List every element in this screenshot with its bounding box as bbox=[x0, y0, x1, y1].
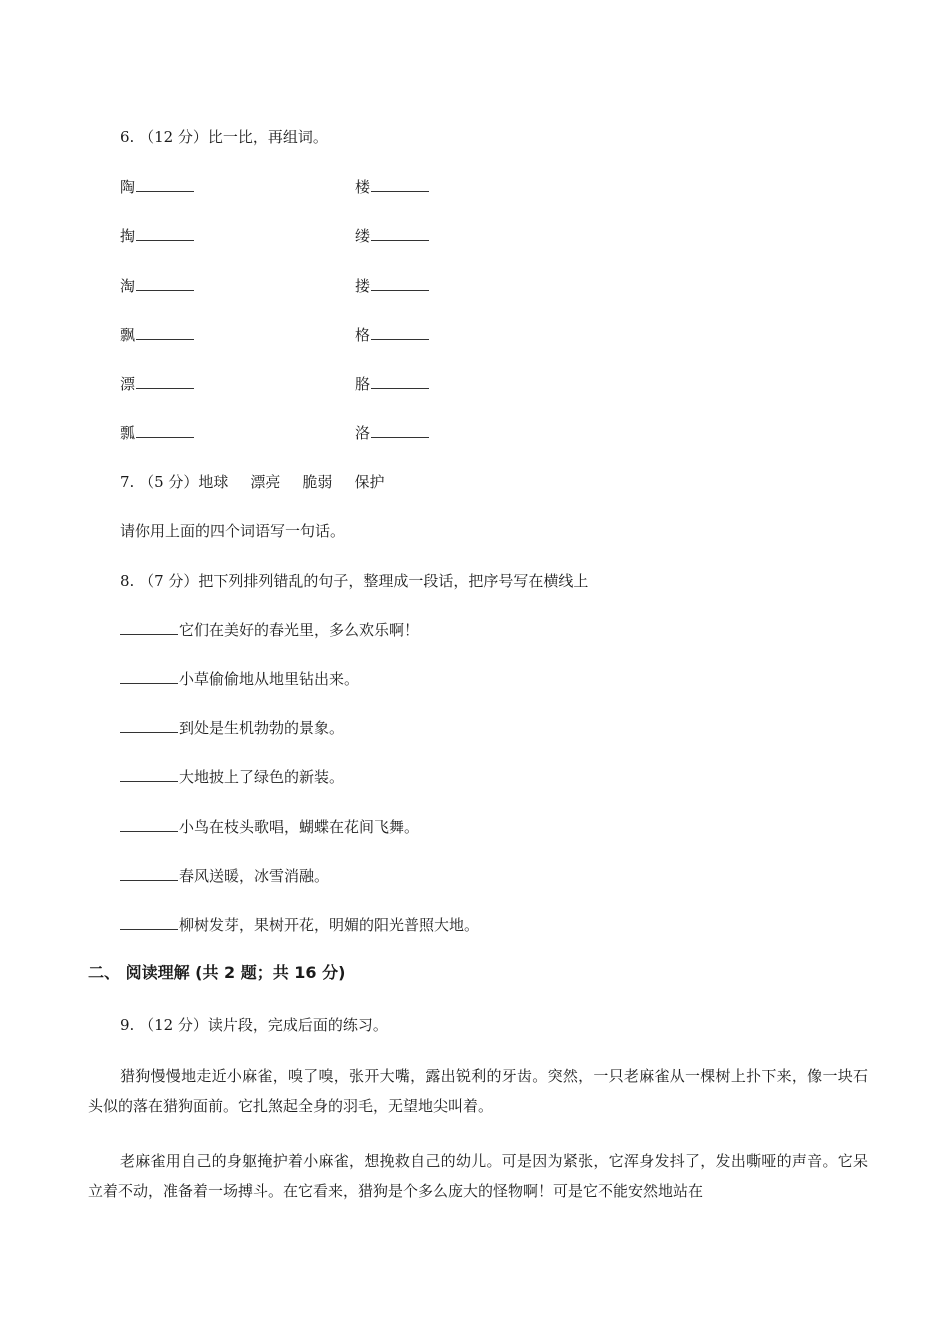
reading-paragraph: 猎狗慢慢地走近小麻雀，嗅了嗅，张开大嘴，露出锐利的牙齿。突然，一只老麻雀从一棵树上扑下来，像一块石头似的落在猎狗面前。它扎煞起全身的羽毛，无望地尖叫着。 bbox=[88, 1067, 868, 1115]
q8-item bbox=[120, 767, 344, 787]
q6-char: 缕 bbox=[355, 227, 371, 245]
q8-item-text: 到处是生机勃勃的景象。 bbox=[179, 719, 345, 737]
answer-blank[interactable] bbox=[136, 226, 194, 241]
q6-right-item bbox=[355, 374, 429, 394]
q8-item-text: 春风送暖，冰雪消融。 bbox=[179, 867, 330, 885]
answer-blank[interactable] bbox=[120, 866, 178, 881]
q8-item-text: 大地披上了绿色的新装。 bbox=[179, 768, 345, 786]
reading-paragraph: 老麻雀用自己的身躯掩护着小麻雀，想挽救自己的幼儿。可是因为紧张，它浑身发抖了，发出嘶哑的声音。它呆立着不动，准备着一场搏斗。在它看来，猎狗是个多么庞大的怪物啊！可是它不能安然地站在 bbox=[88, 1152, 868, 1200]
q8-item bbox=[120, 866, 329, 886]
q8-item bbox=[120, 915, 479, 935]
question-8-title: 8. （7 分）把下列排列错乱的句子，整理成一段话，把序号写在横线上 bbox=[120, 572, 589, 590]
q6-char: 洛 bbox=[355, 424, 371, 442]
answer-blank[interactable] bbox=[120, 718, 178, 733]
q6-char: 漂 bbox=[120, 375, 136, 393]
q7-word: 保护 bbox=[354, 473, 385, 491]
q6-char: 淘 bbox=[120, 277, 136, 295]
answer-blank[interactable] bbox=[371, 423, 429, 438]
q6-right-item bbox=[355, 276, 429, 296]
q6-char: 胳 bbox=[355, 375, 371, 393]
answer-blank[interactable] bbox=[120, 669, 178, 684]
q8-item bbox=[120, 817, 419, 837]
section-heading: 二、 阅读理解 (共 2 题；共 16 分) bbox=[88, 963, 346, 982]
q6-left-item bbox=[120, 325, 194, 345]
q6-right-item bbox=[355, 423, 429, 443]
answer-blank[interactable] bbox=[136, 177, 194, 192]
answer-blank[interactable] bbox=[371, 177, 429, 192]
q8-item-text: 它们在美好的春光里，多么欢乐啊！ bbox=[179, 621, 420, 639]
q6-right-item bbox=[355, 177, 429, 197]
q7-instruction: 请你用上面的四个词语写一句话。 bbox=[120, 522, 346, 540]
answer-blank[interactable] bbox=[120, 817, 178, 832]
q6-char: 楼 bbox=[355, 178, 371, 196]
q6-char: 瓢 bbox=[120, 424, 136, 442]
q8-item-text: 柳树发芽，果树开花，明媚的阳光普照大地。 bbox=[179, 916, 480, 934]
q6-left-item bbox=[120, 226, 194, 246]
q7-word: 漂亮 bbox=[250, 473, 281, 491]
q6-char: 陶 bbox=[120, 178, 136, 196]
q8-item-text: 小鸟在枝头歌唱，蝴蝶在花间飞舞。 bbox=[179, 818, 420, 836]
q7-title-text: 7. （5 分）地球 bbox=[120, 473, 229, 491]
q6-right-item bbox=[355, 325, 429, 345]
question-6-title: 6. （12 分）比一比，再组词。 bbox=[120, 128, 328, 146]
answer-blank[interactable] bbox=[136, 374, 194, 389]
q8-item bbox=[120, 718, 344, 738]
q8-item bbox=[120, 669, 359, 689]
answer-blank[interactable] bbox=[136, 423, 194, 438]
q6-right-item bbox=[355, 226, 429, 246]
answer-blank[interactable] bbox=[371, 325, 429, 340]
q6-left-item bbox=[120, 177, 194, 197]
answer-blank[interactable] bbox=[136, 325, 194, 340]
q6-left-item bbox=[120, 423, 194, 443]
q6-char: 掏 bbox=[120, 227, 136, 245]
answer-blank[interactable] bbox=[371, 276, 429, 291]
answer-blank[interactable] bbox=[120, 620, 178, 635]
q6-left-item bbox=[120, 276, 194, 296]
q6-char: 格 bbox=[355, 326, 371, 344]
q8-item-text: 小草偷偷地从地里钻出来。 bbox=[179, 670, 360, 688]
answer-blank[interactable] bbox=[120, 767, 178, 782]
answer-blank[interactable] bbox=[136, 276, 194, 291]
question-9-title: 9. （12 分）读片段，完成后面的练习。 bbox=[120, 1016, 388, 1034]
q8-item bbox=[120, 620, 419, 640]
q6-left-item bbox=[120, 374, 194, 394]
answer-blank[interactable] bbox=[120, 915, 178, 930]
q6-char: 飘 bbox=[120, 326, 136, 344]
question-7-title bbox=[120, 472, 384, 492]
q7-word: 脆弱 bbox=[302, 473, 333, 491]
answer-blank[interactable] bbox=[371, 226, 429, 241]
q6-char: 搂 bbox=[355, 277, 371, 295]
answer-blank[interactable] bbox=[371, 374, 429, 389]
